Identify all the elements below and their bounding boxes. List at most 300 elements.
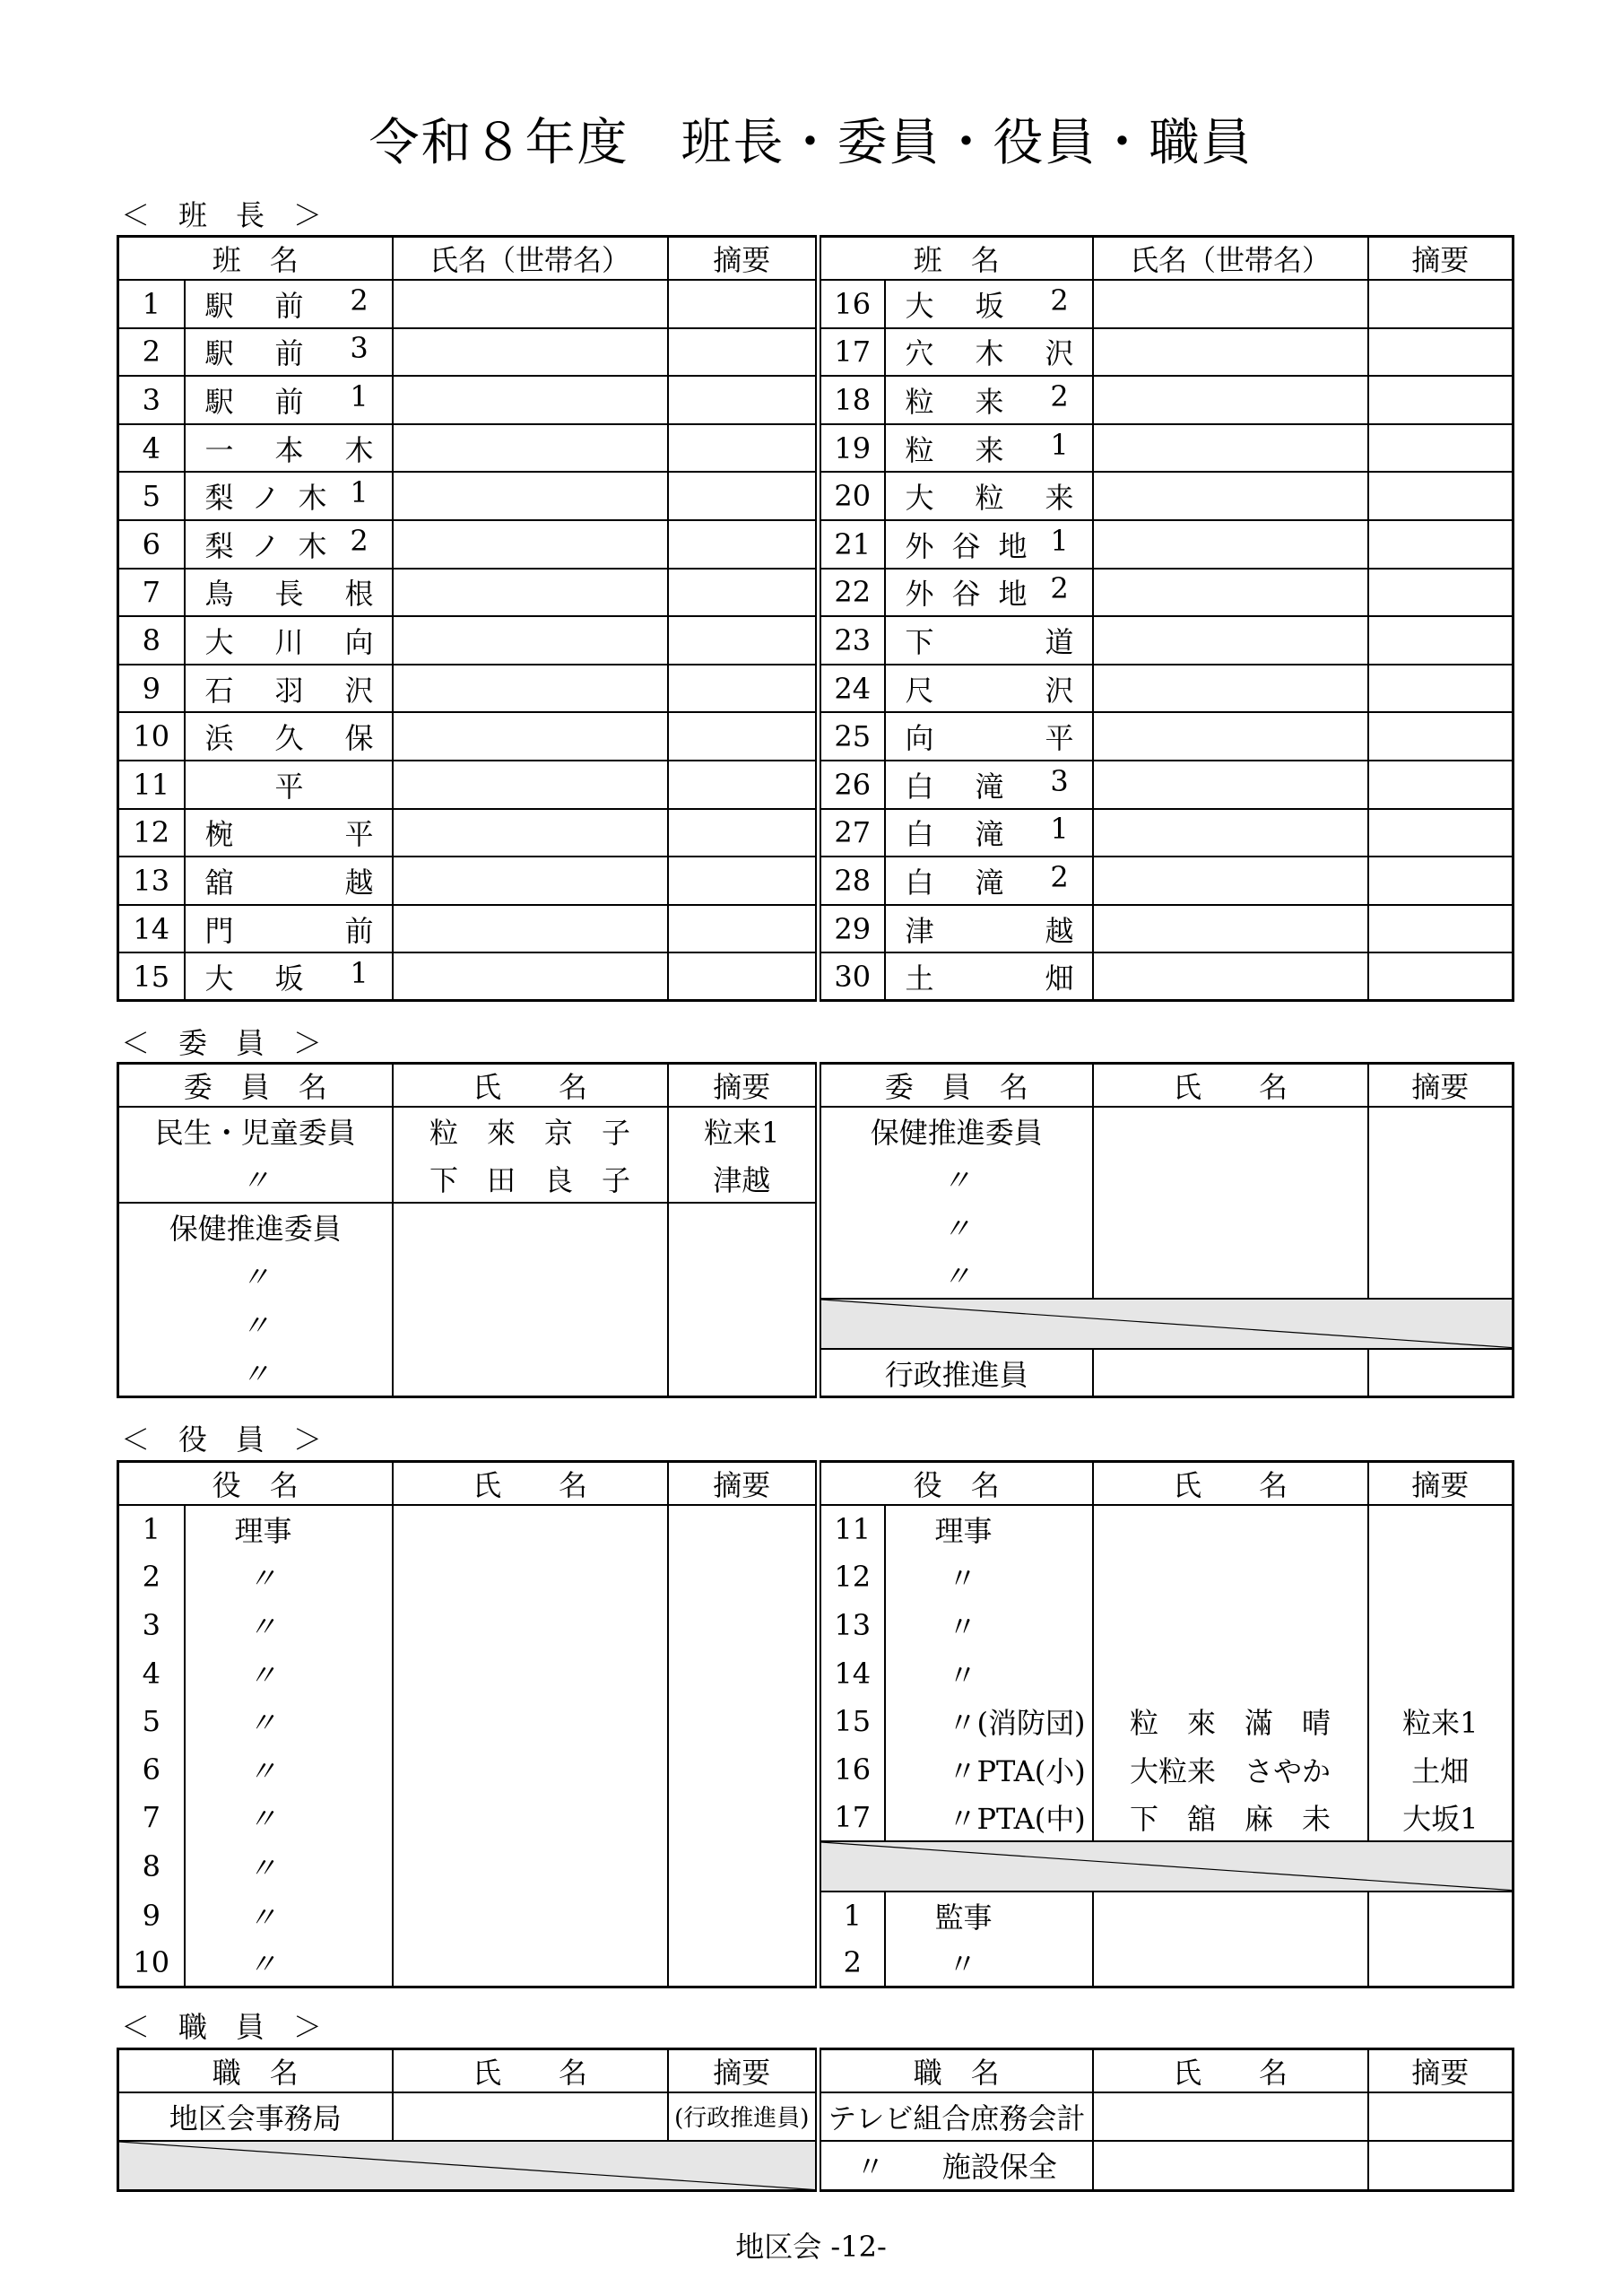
household-name-cell <box>393 280 668 328</box>
officer-role: 〃 <box>885 1553 1093 1602</box>
note-cell <box>668 1794 819 1842</box>
household-name-cell <box>1093 424 1368 473</box>
row-number: 3 <box>118 376 185 424</box>
committee-role: 〃 <box>118 1349 393 1397</box>
group-name-char: 向 <box>344 624 374 659</box>
group-name-char: 地 <box>998 528 1028 563</box>
row-number: 13 <box>819 1601 885 1649</box>
member-name: 粒 來 京 子 <box>393 1107 668 1155</box>
group-name-char: 門 <box>204 913 234 948</box>
group-name-chars <box>886 524 1092 565</box>
note-cell <box>668 616 819 665</box>
group-name-char: 梨 <box>204 528 234 563</box>
group-name-char: 木 <box>298 528 327 563</box>
note-cell <box>668 569 819 617</box>
group-name-char: 前 <box>274 288 304 323</box>
group-name-chars <box>186 956 392 997</box>
group-name-char: 津 <box>905 913 934 948</box>
hanchou-table <box>117 235 1514 1002</box>
diagonal-blank-cell <box>819 1299 1514 1349</box>
group-name-char: 滝 <box>975 769 1004 804</box>
note-cell <box>668 376 819 424</box>
note-cell <box>1368 1155 1514 1204</box>
group-name-cell <box>185 761 393 809</box>
household-name-cell <box>1093 328 1368 377</box>
officer-role: 〃PTA(中) <box>885 1794 1093 1842</box>
group-name-cell <box>185 712 393 761</box>
row-number: 10 <box>118 1939 185 1987</box>
group-name-char <box>976 956 1004 997</box>
group-name-char: 外 <box>905 528 934 563</box>
group-name-cell <box>885 952 1093 1001</box>
officer-name: 下 舘 麻 未 <box>1093 1794 1368 1842</box>
group-name-chars <box>886 620 1092 661</box>
officer-name <box>1093 1939 1368 1987</box>
row-number: 28 <box>819 857 885 905</box>
group-name-chars <box>886 331 1092 372</box>
committee-role: 〃 <box>819 1155 1093 1204</box>
officer-name <box>393 1601 668 1649</box>
officer-role: 〃 <box>885 1649 1093 1698</box>
group-name-char: 前 <box>274 336 304 371</box>
hanchou-header-5: 摘要 <box>1368 237 1514 281</box>
row-number: 3 <box>118 1601 185 1649</box>
note-cell <box>1368 1203 1514 1251</box>
note-cell <box>1368 1939 1514 1987</box>
note-cell: 土畑 <box>1368 1745 1514 1794</box>
section-heading-yakuin: ＜ 役 員 ＞ <box>121 1422 323 1457</box>
officer-name <box>393 1505 668 1553</box>
shokuin-table <box>117 2048 1514 2192</box>
group-name-chars <box>886 668 1092 709</box>
group-name-char: 2 <box>1050 283 1069 317</box>
row-number: 6 <box>118 1745 185 1794</box>
row-number: 1 <box>118 1505 185 1553</box>
group-name-chars <box>886 716 1092 757</box>
group-name-cell <box>185 280 393 328</box>
group-name-char: 粒 <box>905 432 934 467</box>
officer-role: 監事 <box>885 1892 1093 1940</box>
note-cell <box>668 280 819 328</box>
group-name-chars <box>186 524 392 565</box>
row-number: 10 <box>118 712 185 761</box>
group-name-char: 2 <box>1050 378 1069 413</box>
group-name-chars <box>886 571 1092 613</box>
group-name-cell <box>885 472 1093 520</box>
note-cell <box>1368 1505 1514 1553</box>
group-name-char: 平 <box>274 769 304 804</box>
group-name-cell <box>885 424 1093 473</box>
group-name-char: 滝 <box>975 865 1004 900</box>
household-name-cell <box>393 665 668 713</box>
member-name <box>393 1251 668 1300</box>
note-cell <box>1368 376 1514 424</box>
group-name-char: 一 <box>204 432 234 467</box>
row-number: 19 <box>819 424 885 473</box>
row-number: 18 <box>819 376 885 424</box>
row-number: 7 <box>118 1794 185 1842</box>
group-name-char: 石 <box>204 673 234 708</box>
officer-name <box>1093 1649 1368 1698</box>
row-number: 14 <box>118 905 185 953</box>
group-name-chars <box>886 956 1092 997</box>
group-name-char: 白 <box>905 817 934 852</box>
household-name-cell <box>393 376 668 424</box>
group-name-char: 尺 <box>905 673 934 708</box>
iin-header-4: 氏 名 <box>1093 1064 1368 1108</box>
iin-header-2: 摘要 <box>668 1064 819 1108</box>
yakuin-header-1: 氏 名 <box>393 1462 668 1506</box>
page-footer: 地区会 -12- <box>735 2230 887 2264</box>
group-name-char: 前 <box>344 913 374 948</box>
household-name-cell <box>393 520 668 569</box>
row-number: 4 <box>118 424 185 473</box>
group-name-char: 駅 <box>204 336 234 371</box>
row-number: 23 <box>819 616 885 665</box>
note-cell <box>1368 328 1514 377</box>
officer-name <box>393 1697 668 1745</box>
household-name-cell <box>1093 280 1368 328</box>
group-name-char <box>345 764 374 805</box>
group-name-chars <box>186 283 392 325</box>
note-cell <box>1368 761 1514 809</box>
note-cell <box>1368 712 1514 761</box>
row-number: 11 <box>819 1505 885 1553</box>
group-name-char: 穴 <box>905 336 934 371</box>
iin-header-5: 摘要 <box>1368 1064 1514 1108</box>
officer-role: 〃(消防団) <box>885 1697 1093 1745</box>
member-name <box>1093 1155 1368 1204</box>
household-name-cell <box>393 328 668 377</box>
row-number: 26 <box>819 761 885 809</box>
note-cell <box>668 1601 819 1649</box>
household-name-cell <box>1093 712 1368 761</box>
note-cell <box>668 761 819 809</box>
section-heading-iin: ＜ 委 員 ＞ <box>121 1026 323 1060</box>
officer-name <box>393 1892 668 1940</box>
group-name-char: 沢 <box>344 673 374 708</box>
row-number: 9 <box>118 665 185 713</box>
officer-name: 粒 來 滿 晴 <box>1093 1697 1368 1745</box>
group-name-chars <box>186 428 392 469</box>
group-name-cell <box>185 376 393 424</box>
section-heading-shokuin: ＜ 職 員 ＞ <box>121 2010 323 2044</box>
hanchou-header-1: 氏名（世帯名） <box>393 237 668 281</box>
note-cell <box>1368 1553 1514 1602</box>
group-name-cell <box>185 520 393 569</box>
group-name-char: 前 <box>274 384 304 419</box>
group-name-chars <box>186 379 392 421</box>
note-cell <box>1368 809 1514 857</box>
diagonal-line <box>119 2142 815 2190</box>
group-name-char: 3 <box>350 331 369 366</box>
group-name-cell <box>885 328 1093 377</box>
note-cell <box>668 328 819 377</box>
member-name <box>393 1349 668 1397</box>
note-cell: (行政推進員) <box>668 2092 819 2141</box>
household-name-cell <box>393 952 668 1001</box>
officer-name <box>1093 1601 1368 1649</box>
group-name-chars <box>886 860 1092 901</box>
household-name-cell <box>393 569 668 617</box>
group-name-char: 谷 <box>951 528 981 563</box>
group-name-cell <box>185 328 393 377</box>
group-name-char <box>976 716 1004 757</box>
yakuin-header-4: 氏 名 <box>1093 1462 1368 1506</box>
shokuin-header-5: 摘要 <box>1368 2049 1514 2093</box>
household-name-cell <box>393 616 668 665</box>
officer-role: 〃 <box>885 1939 1093 1987</box>
household-name-cell <box>1093 761 1368 809</box>
group-name-cell <box>885 665 1093 713</box>
group-name-char: 木 <box>344 432 374 467</box>
row-number: 16 <box>819 1745 885 1794</box>
household-name-cell <box>1093 376 1368 424</box>
group-name-char: 本 <box>274 432 304 467</box>
group-name-char: 平 <box>344 817 374 852</box>
note-cell <box>668 1349 819 1397</box>
group-name-char: 外 <box>905 577 934 612</box>
group-name-chars <box>886 475 1092 517</box>
group-name-chars <box>186 812 392 853</box>
note-cell: 粒来1 <box>1368 1697 1514 1745</box>
household-name-cell <box>1093 520 1368 569</box>
household-name-cell <box>1093 616 1368 665</box>
staff-role: 〃 施設保全 <box>819 2141 1093 2191</box>
note-cell <box>1368 665 1514 713</box>
row-number: 30 <box>819 952 885 1001</box>
group-name-char: 根 <box>344 577 374 612</box>
row-number: 2 <box>118 1553 185 1602</box>
row-number: 5 <box>118 1697 185 1745</box>
officer-role: 〃 <box>185 1841 393 1892</box>
group-name-char: 舘 <box>204 865 234 900</box>
officer-role: 理事 <box>885 1505 1093 1553</box>
group-name-char: 平 <box>1045 721 1074 756</box>
group-name-char: ノ <box>251 481 281 516</box>
group-name-cell <box>185 952 393 1001</box>
committee-role: 民生・児童委員 <box>118 1107 393 1155</box>
group-name-char: 粒 <box>975 481 1004 516</box>
note-cell <box>668 1939 819 1987</box>
group-name-char: 2 <box>1050 859 1069 894</box>
note-cell <box>1368 1107 1514 1155</box>
row-number: 16 <box>819 280 885 328</box>
group-name-char: 坂 <box>975 288 1004 323</box>
group-name-chars <box>186 764 392 805</box>
staff-role: テレビ組合庶務会計 <box>819 2092 1093 2141</box>
group-name-char: 梨 <box>204 481 234 516</box>
note-cell <box>668 712 819 761</box>
row-number: 22 <box>819 569 885 617</box>
officer-name <box>393 1794 668 1842</box>
diagonal-blank-cell <box>118 2141 819 2191</box>
group-name-char: 来 <box>975 384 1004 419</box>
officer-role: 〃PTA(小) <box>885 1745 1093 1794</box>
note-cell <box>1368 1892 1514 1940</box>
yakuin-header-3: 役 名 <box>819 1462 1093 1506</box>
household-name-cell <box>1093 857 1368 905</box>
group-name-char: 越 <box>344 865 374 900</box>
row-number: 12 <box>819 1553 885 1602</box>
note-cell <box>1368 952 1514 1001</box>
note-cell <box>668 1553 819 1602</box>
officer-role: 〃 <box>185 1745 393 1794</box>
member-name <box>1093 1251 1368 1300</box>
row-number: 20 <box>819 472 885 520</box>
group-name-cell <box>885 520 1093 569</box>
note-cell <box>1368 569 1514 617</box>
group-name-chars <box>886 909 1092 950</box>
group-name-chars <box>886 812 1092 853</box>
officer-role: 〃 <box>185 1697 393 1745</box>
household-name-cell <box>393 472 668 520</box>
group-name-char <box>205 764 234 805</box>
group-name-char: 沢 <box>1045 336 1074 371</box>
note-cell <box>1368 280 1514 328</box>
group-name-char: 羽 <box>274 673 304 708</box>
staff-name <box>393 2092 668 2141</box>
group-name-char: 坂 <box>274 961 304 996</box>
group-name-char: 谷 <box>951 577 981 612</box>
group-name-cell <box>185 569 393 617</box>
group-name-char: 1 <box>350 378 369 413</box>
note-cell <box>668 1299 819 1349</box>
row-number: 6 <box>118 520 185 569</box>
row-number: 9 <box>118 1892 185 1940</box>
household-name-cell <box>393 857 668 905</box>
group-name-cell <box>185 857 393 905</box>
officer-name <box>393 1841 668 1892</box>
group-name-chars <box>886 379 1092 421</box>
group-name-char <box>275 812 304 853</box>
group-name-cell <box>885 761 1093 809</box>
row-number: 17 <box>819 328 885 377</box>
group-name-char: 下 <box>905 624 934 659</box>
officer-role: 〃 <box>185 1649 393 1698</box>
row-number: 1 <box>118 280 185 328</box>
group-name-cell <box>885 905 1093 953</box>
row-number: 12 <box>118 809 185 857</box>
group-name-char <box>976 620 1004 661</box>
officer-name <box>1093 1892 1368 1940</box>
group-name-cell <box>885 616 1093 665</box>
group-name-char: 3 <box>1050 763 1069 798</box>
group-name-cell <box>885 569 1093 617</box>
note-cell <box>668 952 819 1001</box>
note-cell <box>1368 1649 1514 1698</box>
group-name-chars <box>886 764 1092 805</box>
officer-name: 大粒来 さやか <box>1093 1745 1368 1794</box>
committee-role: 〃 <box>118 1251 393 1300</box>
group-name-chars <box>186 331 392 372</box>
household-name-cell <box>393 424 668 473</box>
diagonal-blank-cell <box>819 1841 1514 1892</box>
member-name: 下 田 良 子 <box>393 1155 668 1204</box>
row-number: 4 <box>118 1649 185 1698</box>
hanchou-header-0: 班 名 <box>118 237 393 281</box>
group-name-cell <box>885 280 1093 328</box>
yakuin-header-0: 役 名 <box>118 1462 393 1506</box>
group-name-char: 大 <box>905 481 934 516</box>
group-name-char: 1 <box>1050 812 1069 847</box>
group-name-chars <box>186 668 392 709</box>
group-name-char: 鳥 <box>204 577 234 612</box>
group-name-char: 久 <box>274 721 304 756</box>
note-cell <box>668 857 819 905</box>
household-name-cell <box>1093 952 1368 1001</box>
row-number: 7 <box>118 569 185 617</box>
officer-role: 〃 <box>185 1601 393 1649</box>
group-name-char: 大 <box>204 624 234 659</box>
iin-table <box>117 1062 1514 1398</box>
member-name <box>393 1299 668 1349</box>
officer-role: 〃 <box>185 1939 393 1987</box>
household-name-cell <box>1093 809 1368 857</box>
row-number: 1 <box>819 1892 885 1940</box>
note-cell <box>668 1505 819 1553</box>
officer-name <box>393 1553 668 1602</box>
row-number: 29 <box>819 905 885 953</box>
row-number: 11 <box>118 761 185 809</box>
committee-role: 〃 <box>118 1155 393 1204</box>
row-number: 13 <box>118 857 185 905</box>
group-name-char <box>275 909 304 950</box>
staff-name <box>1093 2141 1368 2191</box>
household-name-cell <box>1093 472 1368 520</box>
group-name-chars <box>186 909 392 950</box>
member-name <box>1093 1107 1368 1155</box>
committee-role: 保健推進委員 <box>118 1203 393 1251</box>
officer-name <box>1093 1553 1368 1602</box>
group-name-char: 畑 <box>1045 961 1074 996</box>
row-number: 15 <box>819 1697 885 1745</box>
group-name-char: 保 <box>344 721 374 756</box>
group-name-char: 地 <box>998 577 1028 612</box>
note-cell <box>668 1251 819 1300</box>
group-name-chars <box>186 716 392 757</box>
note-cell <box>668 472 819 520</box>
yakuin-table <box>117 1460 1514 1988</box>
group-name-char <box>976 909 1004 950</box>
note-cell <box>1368 905 1514 953</box>
yakuin-header-2: 摘要 <box>668 1462 819 1506</box>
group-name-char: 1 <box>350 955 369 990</box>
committee-role: 〃 <box>819 1203 1093 1251</box>
note-cell <box>668 905 819 953</box>
row-number: 27 <box>819 809 885 857</box>
group-name-char: 1 <box>350 475 369 510</box>
note-cell <box>668 665 819 713</box>
row-number: 2 <box>819 1939 885 1987</box>
group-name-chars <box>186 620 392 661</box>
note-cell: 津越 <box>668 1155 819 1204</box>
row-number: 21 <box>819 520 885 569</box>
group-name-char: 大 <box>204 961 234 996</box>
group-name-char: ノ <box>251 528 281 563</box>
shokuin-header-0: 職 名 <box>118 2049 393 2093</box>
group-name-char: 木 <box>975 336 1004 371</box>
iin-header-3: 委 員 名 <box>819 1064 1093 1108</box>
note-cell: 粒来1 <box>668 1107 819 1155</box>
group-name-char: 土 <box>905 961 934 996</box>
note-cell <box>1368 520 1514 569</box>
note-cell <box>668 424 819 473</box>
shokuin-header-4: 氏 名 <box>1093 2049 1368 2093</box>
group-name-char: 来 <box>1045 481 1074 516</box>
committee-role: 行政推進員 <box>819 1349 1093 1397</box>
shokuin-header-2: 摘要 <box>668 2049 819 2093</box>
